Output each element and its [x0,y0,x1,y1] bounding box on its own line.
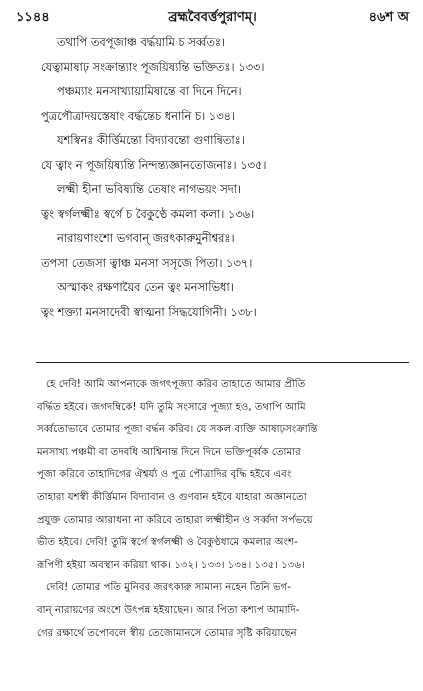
translation-line: পূজা করিবে তাহাদিগের ঐশ্বৰ্য্য ও পুত্র পৌত্রাদির বৃদ্ধি হইবে এবং [37,469,292,481]
verse-line: যে ত্বাং ন পূজয়িষ্যন্তি নিন্দন্ত্যজ্ঞানতোজনাঃ। ১৩৫। [41,157,267,172]
verse-line: অস্মাকং রক্ষণায়ৈব তেন ত্বং মনসাভিধা। [57,280,234,294]
verse-line: লক্ষ্মী হীনা ভবিষ্যন্তি তেষাং নাগভয়ং সদা। [57,182,242,196]
bengali-translation [0,374,423,645]
translation-line: গের রক্ষার্থে তপোবলে স্বীয় তেজোমানসে তোমার সৃষ্টি করিয়াছেন [37,627,297,639]
sanskrit-verses [0,30,423,324]
page-header [16,6,409,30]
translation-line: বৰ্দ্ধিত হইবে। জগদম্বিকে! যদি তুমি সংসারে পূজ্যা হও, তথাপি আমি [37,401,306,413]
chapter-label: ৪৬শ অ [368,10,409,25]
translation-line: তাহারা যশস্বী কীৰ্ত্তিমান বিদ্যাবান ও গুণবান হইবে যাহারা অজ্ঞানতো [37,491,307,503]
verse-line: পুত্রপৌত্রাদয়স্তেষাং বৰ্দ্ধন্তেচ ধনানি চ। ১৩৪। [41,108,236,123]
page-number: ১১৪৪ [16,10,50,25]
verse-line: যেত্বামাষাঢ় সংক্রান্ত্যাং পূজয়িষ্যন্তি ভক্তিতঃ। ১৩৩। [41,59,265,74]
verse-line: ত্বং শক্ত্যা মনসাদেবী স্বাত্মনা সিদ্ধযোগিনী। ১৩৮। [41,304,257,319]
translation-line: রূপিণী হইয়া অবস্থান করিয়া থাক। ১৩২। ১৩৩। ১৩৪। ১৩৫। ১৩৬। [37,559,305,571]
translation-line: প্রযুক্ত তোমার আরাধনা না করিবে তাহারা লক্ষ্মীহীন ও সৰ্ব্বদা সর্পভয়ে [37,514,313,526]
translation-line: মনসাখ্য পঞ্চমী বা তদবধি আশ্বিনান্ত দিনে দিনে ভক্তিপূৰ্ব্বক তোমার [37,446,301,458]
translation-line: বান্ নারায়ণের অংশে উৎপন্ন হইয়াছেন। আর পিতা কশ্যপ আমাদি- [37,604,300,616]
page-title: ব্রহ্মবৈবর্ত্তপুরাণম্। [168,10,257,25]
translation-line: ভীত হইবে। দেবি! তুমি স্বর্গে স্বর্গলক্ষ্মী ও বৈকুণ্ঠধামে কমলার অংশ- [37,537,298,549]
verse-line: পঞ্চম্যাং মনসাখ্যায়ামিষান্তে বা দিনে দিনে। [57,84,242,98]
verse-line: তপসা তেজসা ত্বাঞ্চ মনসা সসৃজে পিতা। ১৩৭। [41,255,253,270]
verse-line: যশস্বিনঃ কীৰ্ত্তিমন্তো বিদ্যাবন্তো গুণান্বিতাঃ। [57,133,245,147]
verse-line: ত্বং স্বর্গলক্ষ্মীঃ স্বর্গে চ বৈকুণ্ঠে কমলা কলা। ১৩৬। [41,206,255,221]
translation-line: হে দেবি! আমি আপনাকে জগৎপূজ্যা করিব তাহাতে আমার প্রীতি [46,379,306,390]
verse-line: তথাপি তবপূজাঞ্চ বৰ্দ্ধয়ামি চ সৰ্ব্বতঃ। [57,35,226,49]
translation-line: দেবি! তোমার পতি মুনিবর জরৎকারু সামান্য নহেন তিনি ভগ- [46,582,291,594]
section-divider [36,362,409,363]
translation-line: সৰ্ব্বতোভাবে তোমার পূজা বৰ্দ্ধন করিব। যে সকল ব্যক্তি আষাঢ়সংক্রান্তি [37,424,318,436]
verse-line: নারায়ণাংশো ভগবান্ জরৎকারুমুনীশ্বরঃ। [57,231,235,245]
